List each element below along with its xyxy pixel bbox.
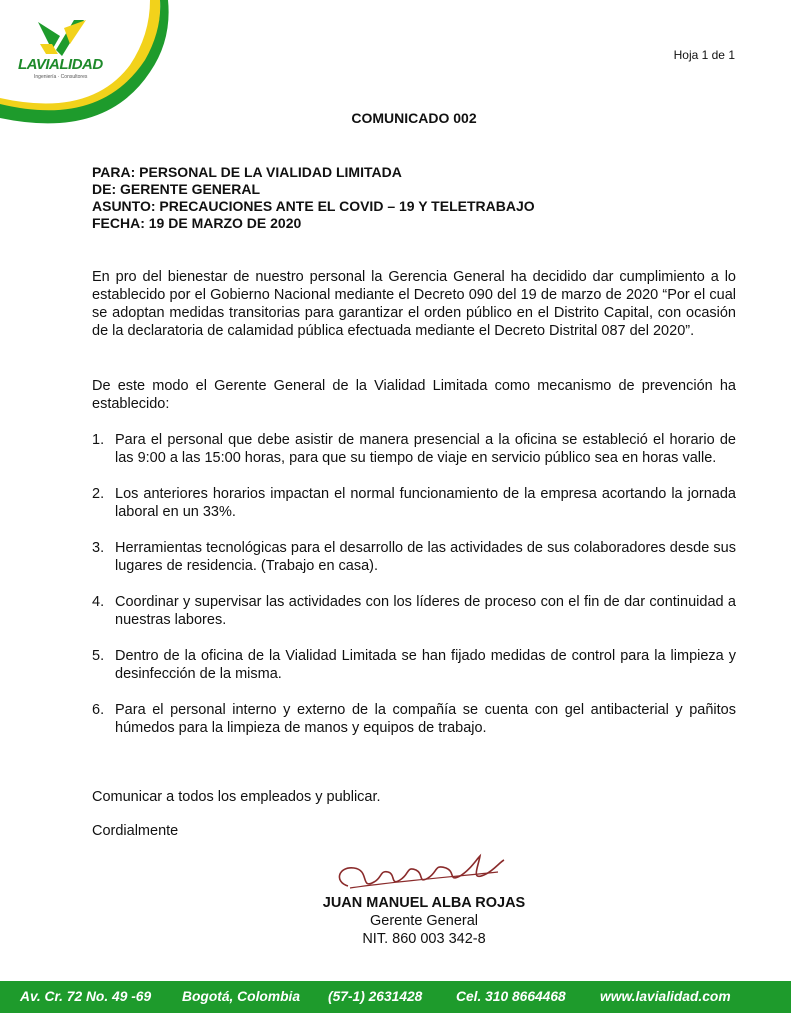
handwritten-signature — [330, 852, 510, 900]
list-number: 1. — [92, 432, 105, 448]
footer-phone: (57-1) 2631428 — [328, 989, 423, 1004]
list-text: Los anteriores horarios impactan el normal funcionamiento de la empresa acortando la jornada laboral en un 33%. — [115, 486, 736, 520]
regards-line: Cordialmente — [92, 823, 179, 839]
body-paragraph: En pro del bienestar de nuestro personal la Gerencia General ha decidido dar cumplimiento a lo establecido por el Gobierno Nacional mediante el Decreto 090 del 19 de marzo de 2020 “Por el cual se adoptan medidas transitorias para garantizar el orden público en el Distrito Capital, con ocasión de la declaratoria de calamidad pública efectuada mediante el Decreto Distrital 087 del 2020”. — [92, 269, 736, 339]
page-number: Hoja 1 de 1 — [673, 48, 735, 62]
list-item — [92, 593, 736, 629]
list-item — [92, 431, 736, 467]
logo-wordmark: LAVIALIDAD — [18, 56, 103, 73]
list-text: Para el personal que debe asistir de manera presencial a la oficina se estableció el horario de las 9:00 a las 15:00 horas, para que su tiempo de viaje en servicio público sea en horas valle. — [115, 432, 736, 466]
list-item — [92, 539, 736, 575]
list-number: 6. — [92, 702, 105, 718]
list-text: Dentro de la oficina de la Vialidad Limitada se han fijado medidas de control para la limpieza y desinfección de la misma. — [115, 648, 736, 682]
measures-list — [92, 431, 736, 755]
list-item — [92, 647, 736, 683]
list-number: 2. — [92, 486, 105, 502]
footer-cell: Cel. 310 8664468 — [456, 989, 566, 1004]
list-item — [92, 485, 736, 521]
memo-to: PARA: PERSONAL DE LA VIALIDAD LIMITADA — [92, 164, 402, 180]
signatory-name: JUAN MANUEL ALBA ROJAS — [322, 895, 526, 911]
body-paragraph: De este modo el Gerente General de la Vialidad Limitada como mecanismo de prevención ha establecido: — [92, 378, 736, 412]
memo-header — [92, 164, 535, 232]
list-text: Herramientas tecnológicas para el desarrollo de las actividades de sus colaboradores desde sus lugares de residencia. (Trabajo en casa). — [115, 540, 736, 574]
footer-bar — [0, 981, 791, 1013]
list-item — [92, 701, 736, 737]
signatory-nit: NIT. 860 003 342-8 — [362, 931, 486, 947]
footer-city: Bogotá, Colombia — [182, 989, 301, 1004]
list-number: 4. — [92, 594, 105, 610]
memo-subject: ASUNTO: PRECAUCIONES ANTE EL COVID – 19 Y TELETRABAJO — [92, 198, 535, 214]
list-number: 5. — [92, 648, 105, 664]
signatory-block — [300, 894, 548, 948]
footer-address: Av. Cr. 72 No. 49 -69 — [20, 989, 152, 1004]
signatory-role: Gerente General — [369, 913, 478, 929]
closing-line: Comunicar a todos los empleados y publicar. — [92, 789, 381, 805]
list-text: Para el personal interno y externo de la compañía se cuenta con gel antibacterial y pañitos húmedos para la limpieza de manos y equipos de trabajo. — [115, 702, 736, 736]
memo-date: FECHA: 19 DE MARZO DE 2020 — [92, 215, 302, 231]
footer-website-link[interactable]: www.lavialidad.com — [600, 989, 731, 1004]
document-title: COMUNICADO 002 — [351, 110, 477, 126]
list-number: 3. — [92, 540, 105, 556]
memo-from: DE: GERENTE GENERAL — [92, 181, 261, 197]
list-text: Coordinar y supervisar las actividades con los líderes de proceso con el fin de dar continuidad a nuestras labores. — [115, 594, 736, 628]
logo-tagline: Ingeniería · Consultores — [34, 74, 88, 80]
